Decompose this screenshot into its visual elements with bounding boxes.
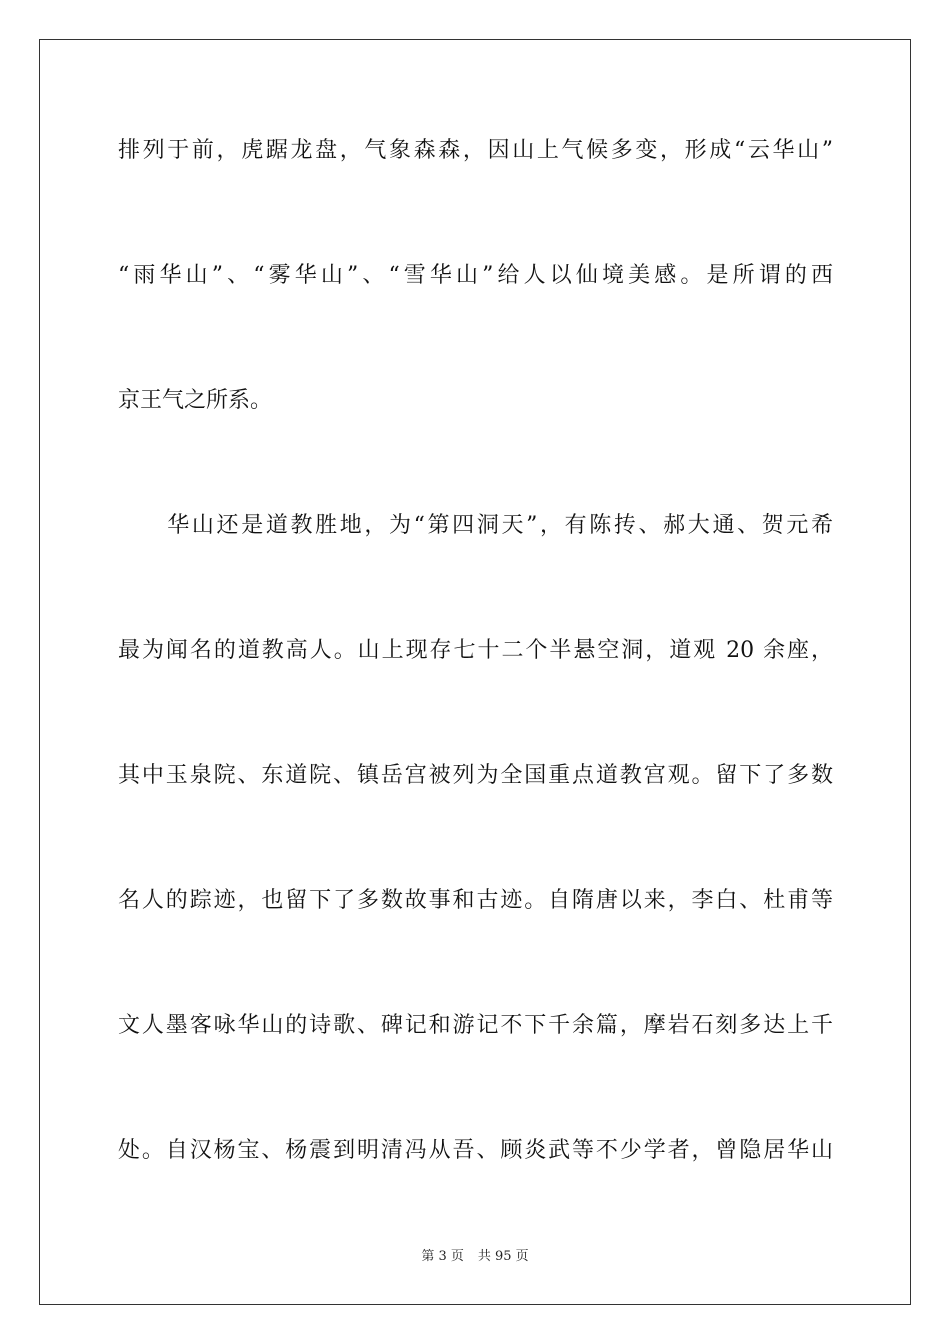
page-total: 共 95 页 — [477, 1249, 529, 1264]
page-number: 第 3 页 — [421, 1249, 464, 1264]
text-line-7: 名人的踪迹，也留下了多数故事和古迹。自隋唐以来，李白、杜甫等 — [118, 888, 833, 913]
text-line-2: “雨华山”、“雾华山”、“雪华山”给人以仙境美感。是所谓的西 — [118, 263, 833, 288]
text-line-1: 排列于前，虎踞龙盘，气象森森，因山上气候多变，形成“云华山” — [118, 138, 833, 163]
text-line-5: 最为闻名的道教高人。山上现存七十二个半悬空洞，道观 20 余座， — [118, 638, 833, 663]
text-line-9: 处。自汉杨宝、杨震到明清冯从吾、顾炎武等不少学者，曾隐居华山 — [118, 1138, 833, 1163]
text-line-8: 文人墨客咏华山的诗歌、碑记和游记不下千余篇，摩岩石刻多达上千 — [118, 1013, 833, 1038]
text-line-4: 华山还是道教胜地，为“第四洞天”，有陈抟、郝大通、贺元希 — [118, 513, 833, 538]
page-border — [39, 39, 911, 1305]
text-line-6: 其中玉泉院、东道院、镇岳宫被列为全国重点道教宫观。留下了多数 — [118, 763, 833, 788]
page-footer — [0, 1248, 950, 1266]
text-line-3: 京王气之所系。 — [118, 388, 273, 413]
